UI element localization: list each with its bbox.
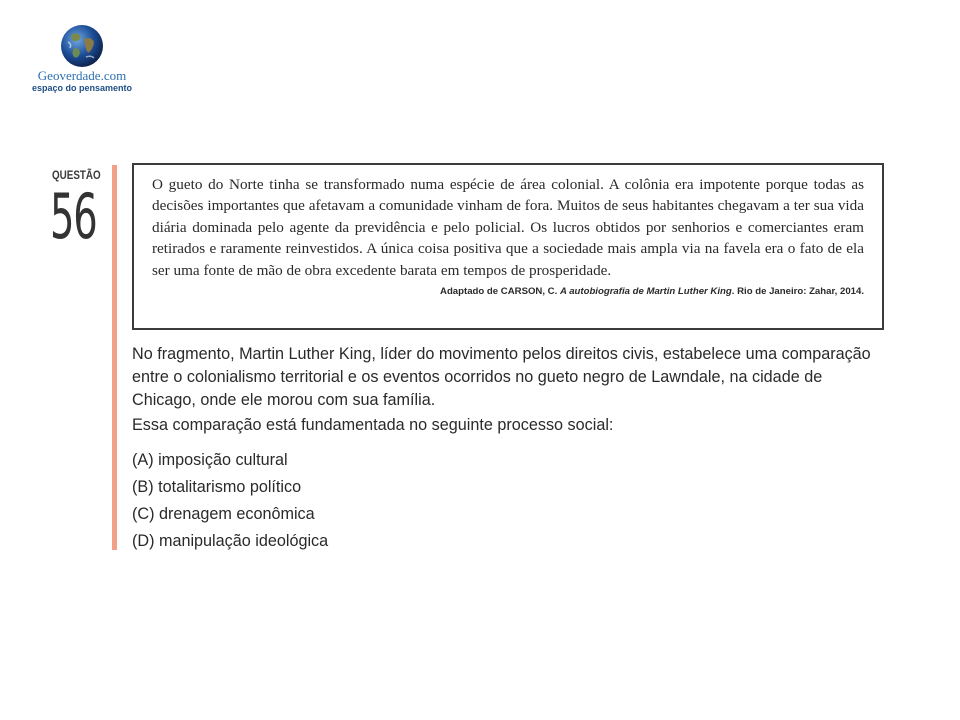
option-c[interactable]: (C) drenagem econômica bbox=[132, 505, 315, 523]
quote-box bbox=[132, 163, 884, 330]
citation-suffix: . Rio de Janeiro: Zahar, 2014. bbox=[731, 286, 864, 298]
question-label: QUESTÃO bbox=[52, 168, 101, 182]
site-logo bbox=[26, 24, 138, 93]
answer-options bbox=[132, 447, 328, 555]
citation bbox=[152, 286, 864, 297]
brand-tagline: espaço do pensamento bbox=[31, 83, 133, 93]
globe-icon bbox=[60, 24, 104, 68]
question-stem: No fragmento, Martin Luther King, líder do movimento pelos direitos civis, estabelece uma comparação entre o colonialismo territorial e os eventos ocorridos no gueto negro de Lawndale, na cidade de Chicago, onde ele morou com sua família. bbox=[132, 345, 871, 409]
quote-text: O gueto do Norte tinha se transformado numa espécie de área colonial. A colônia era impotente porque todas as decisões importantes que afetavam a comunidade vinham de fora. Muitos de seus habitantes chegavam a ter sua vida diária dominada pelo agente da previdência e pelo policial. Os lucros obtidos por senhorios e comerciantes eram retirados e raramente reinvestidos. A única coisa positiva que a sociedade mais ampla via na favela era o fato de ela ser uma fonte de mão de obra excedente barata em tempos de prosperidade. bbox=[152, 176, 864, 279]
option-b[interactable]: (B) totalitarismo político bbox=[132, 478, 302, 496]
question-number: 56 bbox=[50, 180, 97, 253]
citation-prefix: Adaptado de CARSON, C. bbox=[440, 286, 560, 298]
brand-name: Geoverdade.com bbox=[37, 68, 127, 83]
accent-rule bbox=[112, 165, 117, 550]
question-prompt: Essa comparação está fundamentada no seguinte processo social: bbox=[132, 416, 614, 434]
citation-title: A autobiografia de Martin Luther King bbox=[559, 286, 732, 298]
option-d[interactable]: (D) manipulação ideológica bbox=[132, 532, 329, 550]
option-a[interactable]: (A) imposição cultural bbox=[132, 451, 288, 469]
